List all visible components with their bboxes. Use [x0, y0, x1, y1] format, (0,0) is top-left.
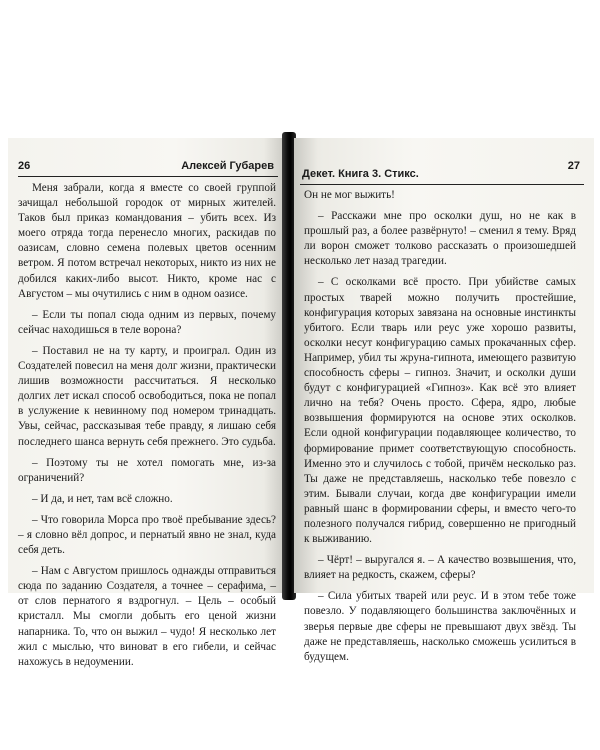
paragraph: – Если ты попал сюда одним из первых, почему сейчас находишься в теле ворона?: [18, 308, 276, 336]
right-page-text: [304, 188, 576, 671]
paragraph: – Нам с Августом пришлось однажды отправиться сюда по заданию Создателя, а точнее – серафима, – от слов пернатого я вздрогнул. – Цель – особый кристалл. Мы смогли добыть его ценой жизни напарника. То, что он выжил – чудо! Я несколько лет жил с мыслью, что виноват в его гибели, и сейчас нахожусь в недоумении.: [18, 565, 276, 668]
paragraph: – И да, и нет, там всё сложно.: [32, 492, 173, 505]
left-running-head: Алексей Губарев: [181, 160, 274, 172]
paragraph: – Расскажи мне про осколки душ, но не как в прошлый раз, а более развёрнуто! – сменил я тему. Вряд ли ворон сможет толково рассказать о произошедшей несколько лет назад трагедии.: [304, 210, 576, 268]
paragraph: – Чёрт! – выругался я. – А качество возвышения, что, влияет на редкость, скажем, сферы?: [304, 554, 576, 582]
right-page-number: 27: [567, 160, 580, 172]
paragraph: – С осколками всё просто. При убийстве самых простых тварей можно получить простейшие, конфигурация которых завязана на основные инстинкты убитого. Если тварь или реус уже хорошо развиты, осколки несут конфигурацию самых прокачанных сфер. Например, убил ты жруна-гипнота, имеющего развитую способность сферы – гипноз. Значит, и осколки души будут с конфигурацией «Гипноз». Как всё это влияет лично на тебя? Очень просто. Сфера, ядро, любые возвышения формируются на основе этих осколков. Если одной конфигурации подавляющее количество, то формирование примет соответствующую способность. Именно это и случилось с тобой, причём несколько раз. Ты даже не представляешь, насколько тебе повезло с этим. Бывали случаи, когда две конфигурации имели равный шанс в формировании сферы, и вместо чего-то полезного получался гибрид, совершенно не пригодный к выживанию.: [304, 276, 576, 546]
left-header-rule: [18, 176, 278, 177]
paragraph: – Что говорила Морса про твоё пребывание здесь? – я словно вёл допрос, и пернатый явно не знал, куда себя деть.: [18, 513, 276, 557]
paragraph: – Поставил не на ту карту, и проиграл. Один из Создателей повесил на меня долг жизни, практически лишив возможности рассчитаться. Я несколько долгих лет искал способ освободиться, пока не попал в услужение к невинному под номером тринадцать. Увы, сейчас, рассказывая тебе правду, я лишаю себя последнего шанса вернуть себя прежнего. Это судьба.: [18, 344, 276, 448]
right-running-head: Декет. Книга 3. Стикс.: [302, 168, 419, 180]
right-page: [294, 138, 594, 663]
right-header-rule: [300, 184, 584, 185]
left-page-number: 26: [18, 160, 31, 172]
paragraph: Он не мог выжить!: [304, 189, 395, 201]
paragraph: Меня забрали, когда я вместе со своей группой зачищал небольшой городок от мирных жителей. Таков был приказ командования – убить всех. Из моего отряда тогда перенесло многих, раскидав по оазисам, словно семена полевых цветов осенним ветром. Я потом встречал некоторых, никто из них не добился каких-либо высот. Никто, кроме нас с Августом – мы очутились с ним в одном оазисе.: [18, 182, 276, 300]
paragraph: – Сила убитых тварей или реус. И в этом тебе тоже повезло. У подавляющего большинства заключённых и зверья первые две сферы не превышают двух звёзд. Ты даже не представляешь, насколько сможешь усилиться в будущем.: [304, 590, 576, 663]
left-page: [8, 138, 286, 668]
left-page-text: [18, 181, 276, 676]
paragraph: – Поэтому ты не хотел помогать мне, из-за ограничений?: [18, 456, 276, 484]
